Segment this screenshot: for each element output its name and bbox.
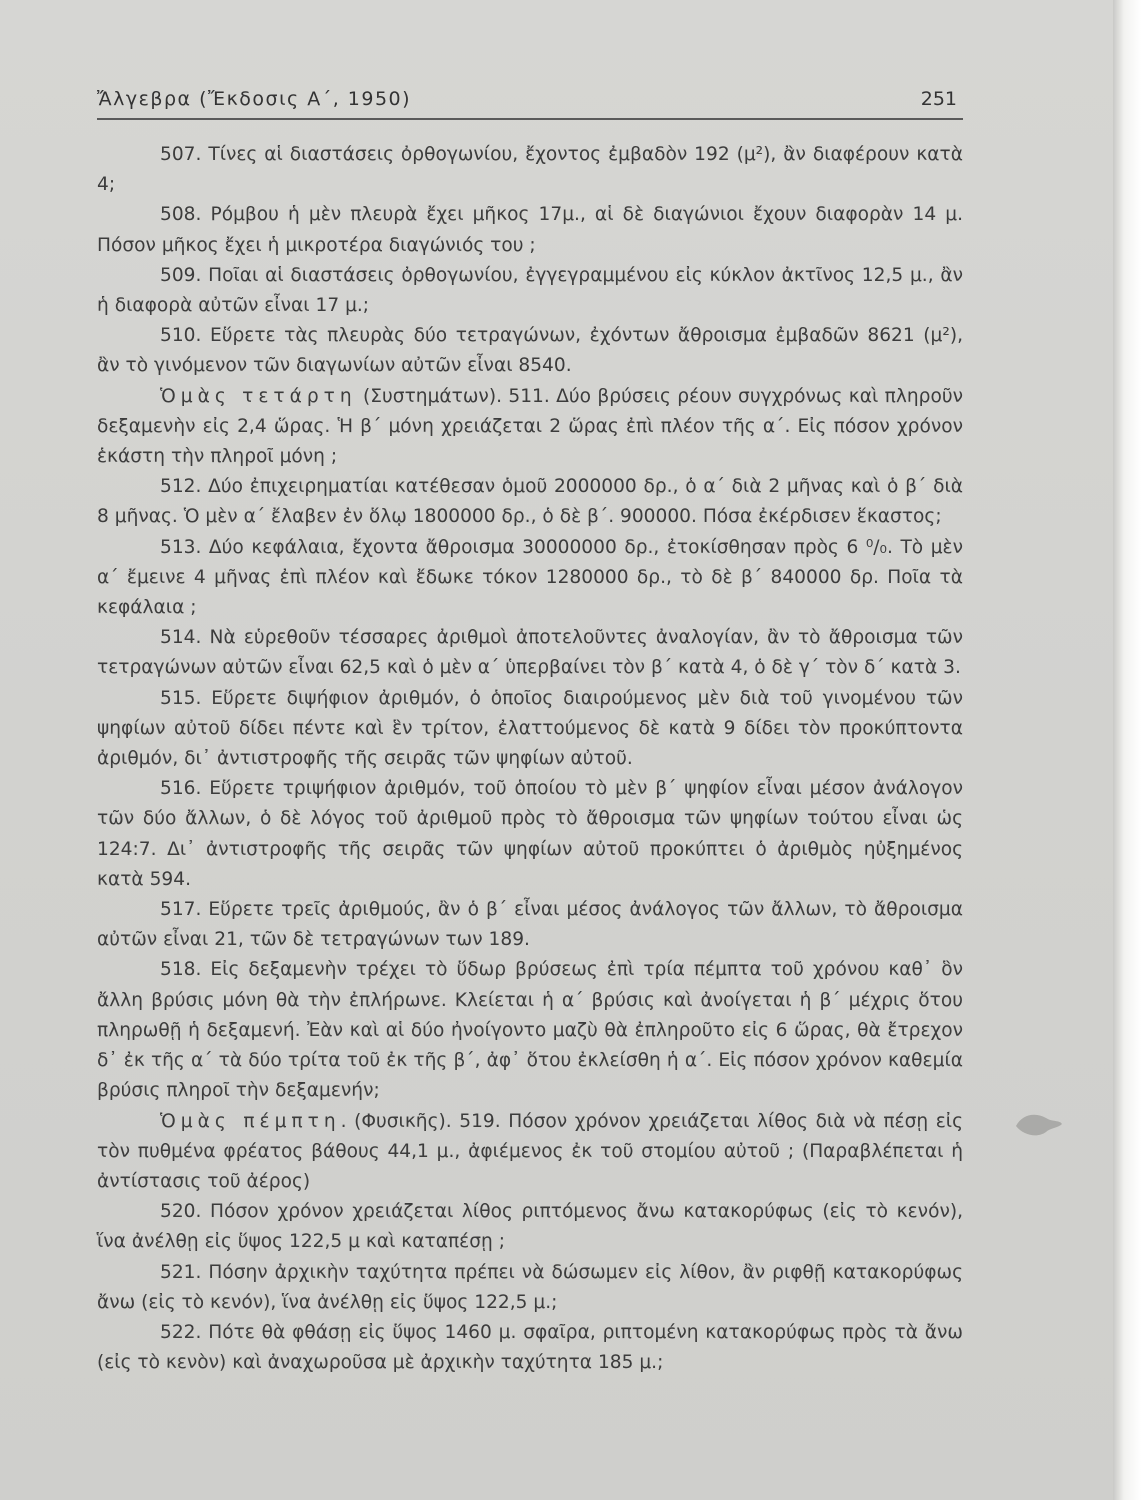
problem-511: (Συστημάτων). 511. Δύο βρύσεις ρέουν συγχρόνως καὶ πληροῦν δεξαμενὴν εἰς 2,4 ὥρας. Ἡ β΄ μόνη χρειάζεται 2 ὥρας ἐπὶ πλέον τῆς α΄. Εἰς πόσον χρόνον ἑκάστη τὴν πληροῖ μόνη ; <box>97 385 963 468</box>
problem-519: . (Φυσικῆς). 519. Πόσον χρόνον χρειάζεται λίθος διὰ νὰ πέσῃ εἰς τὸν πυθμένα φρέατος βάθους 44,1 μ., ἀφιέμενος ἐκ τοῦ στομίου αὐτοῦ ; (Παραβλέπεται ἡ ἀντίστασις τοῦ ἀέρος) <box>97 1110 963 1192</box>
problem-517: 517. Εὕρετε τρεῖς ἀριθμούς, ἂν ὁ β΄ εἶναι μέσος ἀνάλογος τῶν ἄλλων, τὸ ἄθροισμα αὐτῶν εἶναι 21, τῶν δὲ τετραγώνων των 189. <box>97 899 963 951</box>
problem-510: 510. Εὕρετε τὰς πλευρὰς δύο τετραγώνων, ἐχόντων ἄθροισμα ἐμβαδῶν 8621 (μ²), ἂν τὸ γινόμενον τῶν διαγωνίων αὐτῶν εἶναι 8540. <box>97 325 963 377</box>
section-heading-group-four: Ὁμὰς τετάρτη <box>160 385 357 407</box>
problem-520: 520. Πόσον χρόνον χρειάζεται λίθος ριπτόμενος ἄνω κατακορύφως (εἰς τὸ κενόν), ἵνα ἀνέλθῃ εἰς ὕψος 122,5 μ καὶ καταπέσῃ ; <box>97 1201 963 1253</box>
group-four-paragraph <box>97 382 963 473</box>
problem-515: 515. Εὕρετε διψήφιον ἀριθμόν, ὁ ὁποῖος διαιρούμενος μὲν διὰ τοῦ γινομένου τῶν ψηφίων αὐτοῦ δίδει πέντε καὶ ἓν τρίτον, ἐλαττούμενος δὲ κατὰ 9 δίδει τὸν προκύπτοντα ἀριθμόν, δι᾽ ἀντιστροφῆς τῆς σειρᾶς τῶν ψηφίων αὐτοῦ. <box>97 687 963 770</box>
problem-507: 507. Τίνες αἱ διαστάσεις ὀρθογωνίου, ἔχοντος ἐμβαδὸν 192 (μ²), ἂν διαφέρουν κατὰ 4; <box>97 144 963 196</box>
problem-509: 509. Ποῖαι αἱ διαστάσεις ὀρθογωνίου, ἐγγεγραμμένου εἰς κύκλον ἀκτῖνος 12,5 μ., ἂν ἡ διαφορὰ αὐτῶν εἶναι 17 μ.; <box>97 264 963 317</box>
problem-516: 516. Εὕρετε τριψήφιον ἀριθμόν, τοῦ ὁποίου τὸ μὲν β΄ ψηφίον εἶναι μέσον ἀνάλογον τῶν δύο ἄλλων, ὁ δὲ λόγος τοῦ ἀριθμοῦ πρὸς τὸ ἄθροισμα τῶν ψηφίων τούτου εἶναι ὡς 124:7. Δι᾽ ἀντιστροφῆς τῆς σειρᾶς τῶν ψηφίων αὐτοῦ προκύπτει ὁ ἀριθμὸς ηὐξημένος κατὰ 594. <box>97 778 963 890</box>
problem-508: 508. Ρόμβου ἡ μὲν πλευρὰ ἔχει μῆκος 17μ., αἱ δὲ διαγώνιοι ἔχουν διαφορὰν 14 μ. Πόσον μῆκος ἔχει ἡ μικροτέρα διαγώνιός του ; <box>97 204 963 256</box>
section-heading-group-five: Ὁμὰς πέμπτη <box>160 1110 341 1132</box>
page-edge <box>1113 0 1141 1500</box>
page-header <box>97 88 963 120</box>
problem-list <box>97 140 963 1378</box>
running-title: Ἄλγεβρα (Ἔκδοσις Α΄, 1950) <box>97 88 412 110</box>
problem-513: 513. Δύο κεφάλαια, ἔχοντα ἄθροισμα 30000000 δρ., ἐτοκίσθησαν πρὸς 6 ⁰/₀. Τὸ μὲν α΄ ἔμεινε 4 μῆνας ἐπὶ πλέον καὶ ἔδωκε τόκον 1280000 δρ., τὸ δὲ β΄ 840000 δρ. Ποῖα τὰ κεφάλαια ; <box>97 536 963 619</box>
page-number: 251 <box>920 88 957 110</box>
problem-512: 512. Δύο ἐπιχειρηματίαι κατέθεσαν ὁμοῦ 2000000 δρ., ὁ α΄ διὰ 2 μῆνας καὶ ὁ β΄ διὰ 8 μῆνας. Ὁ μὲν α΄ ἔλαβεν ἐν ὅλῳ 1800000 δρ., ὁ δὲ β΄. 900000. Πόσα ἐκέρδισεν ἕκαστος; <box>97 476 963 528</box>
problem-521: 521. Πόσην ἀρχικὴν ταχύτητα πρέπει νὰ δώσωμεν εἰς λίθον, ἂν ριφθῇ κατακορύφως ἄνω (εἰς τὸ κενόν), ἵνα ἀνέλθῃ εἰς ὕψος 122,5 μ.; <box>97 1261 963 1313</box>
problem-518: 518. Εἰς δεξαμενὴν τρέχει τὸ ὕδωρ βρύσεως ἐπὶ τρία πέμπτα τοῦ χρόνου καθ᾽ ὃν ἄλλη βρύσις μόνη θὰ τὴν ἐπλήρωνε. Κλείεται ἡ α΄ βρύσις καὶ ἀνοίγεται ἡ β΄ μέχρις ὅτου πληρωθῇ ἡ δεξαμενή. Ἐὰν καὶ αἱ δύο ἠνοίγοντο μαζὺ θὰ ἐπληροῦτο εἰς 6 ὥρας, θὰ ἔτρεχον δ᾽ ἐκ τῆς α΄ τὰ δύο τρίτα τοῦ ἐκ τῆς β΄, ἀφ᾽ ὅτου ἐκλείσθη ἡ α΄. Εἰς πόσον χρόνον καθεμία βρύσις πληροῖ τὴν δεξαμενήν; <box>97 959 963 1102</box>
group-five-paragraph <box>97 1107 963 1198</box>
problem-514: 514. Νὰ εὑρεθοῦν τέσσαρες ἀριθμοὶ ἀποτελοῦντες ἀναλογίαν, ἂν τὸ ἄθροισμα τῶν τετραγώνων αὐτῶν εἶναι 62,5 καὶ ὁ μὲν α΄ ὑπερβαίνει τὸν β΄ κατὰ 4, ὁ δὲ γ΄ τὸν δ΄ κατὰ 3. <box>97 627 963 679</box>
problem-522: 522. Πότε θὰ φθάσῃ εἰς ὕψος 1460 μ. σφαῖρα, ριπτομένη κατακορύφως πρὸς τὰ ἄνω (εἰς τὸ κενὸν) καὶ ἀναχωροῦσα μὲ ἀρχικὴν ταχύτητα 185 μ.; <box>97 1321 963 1374</box>
ink-smudge-icon <box>1012 1108 1064 1142</box>
